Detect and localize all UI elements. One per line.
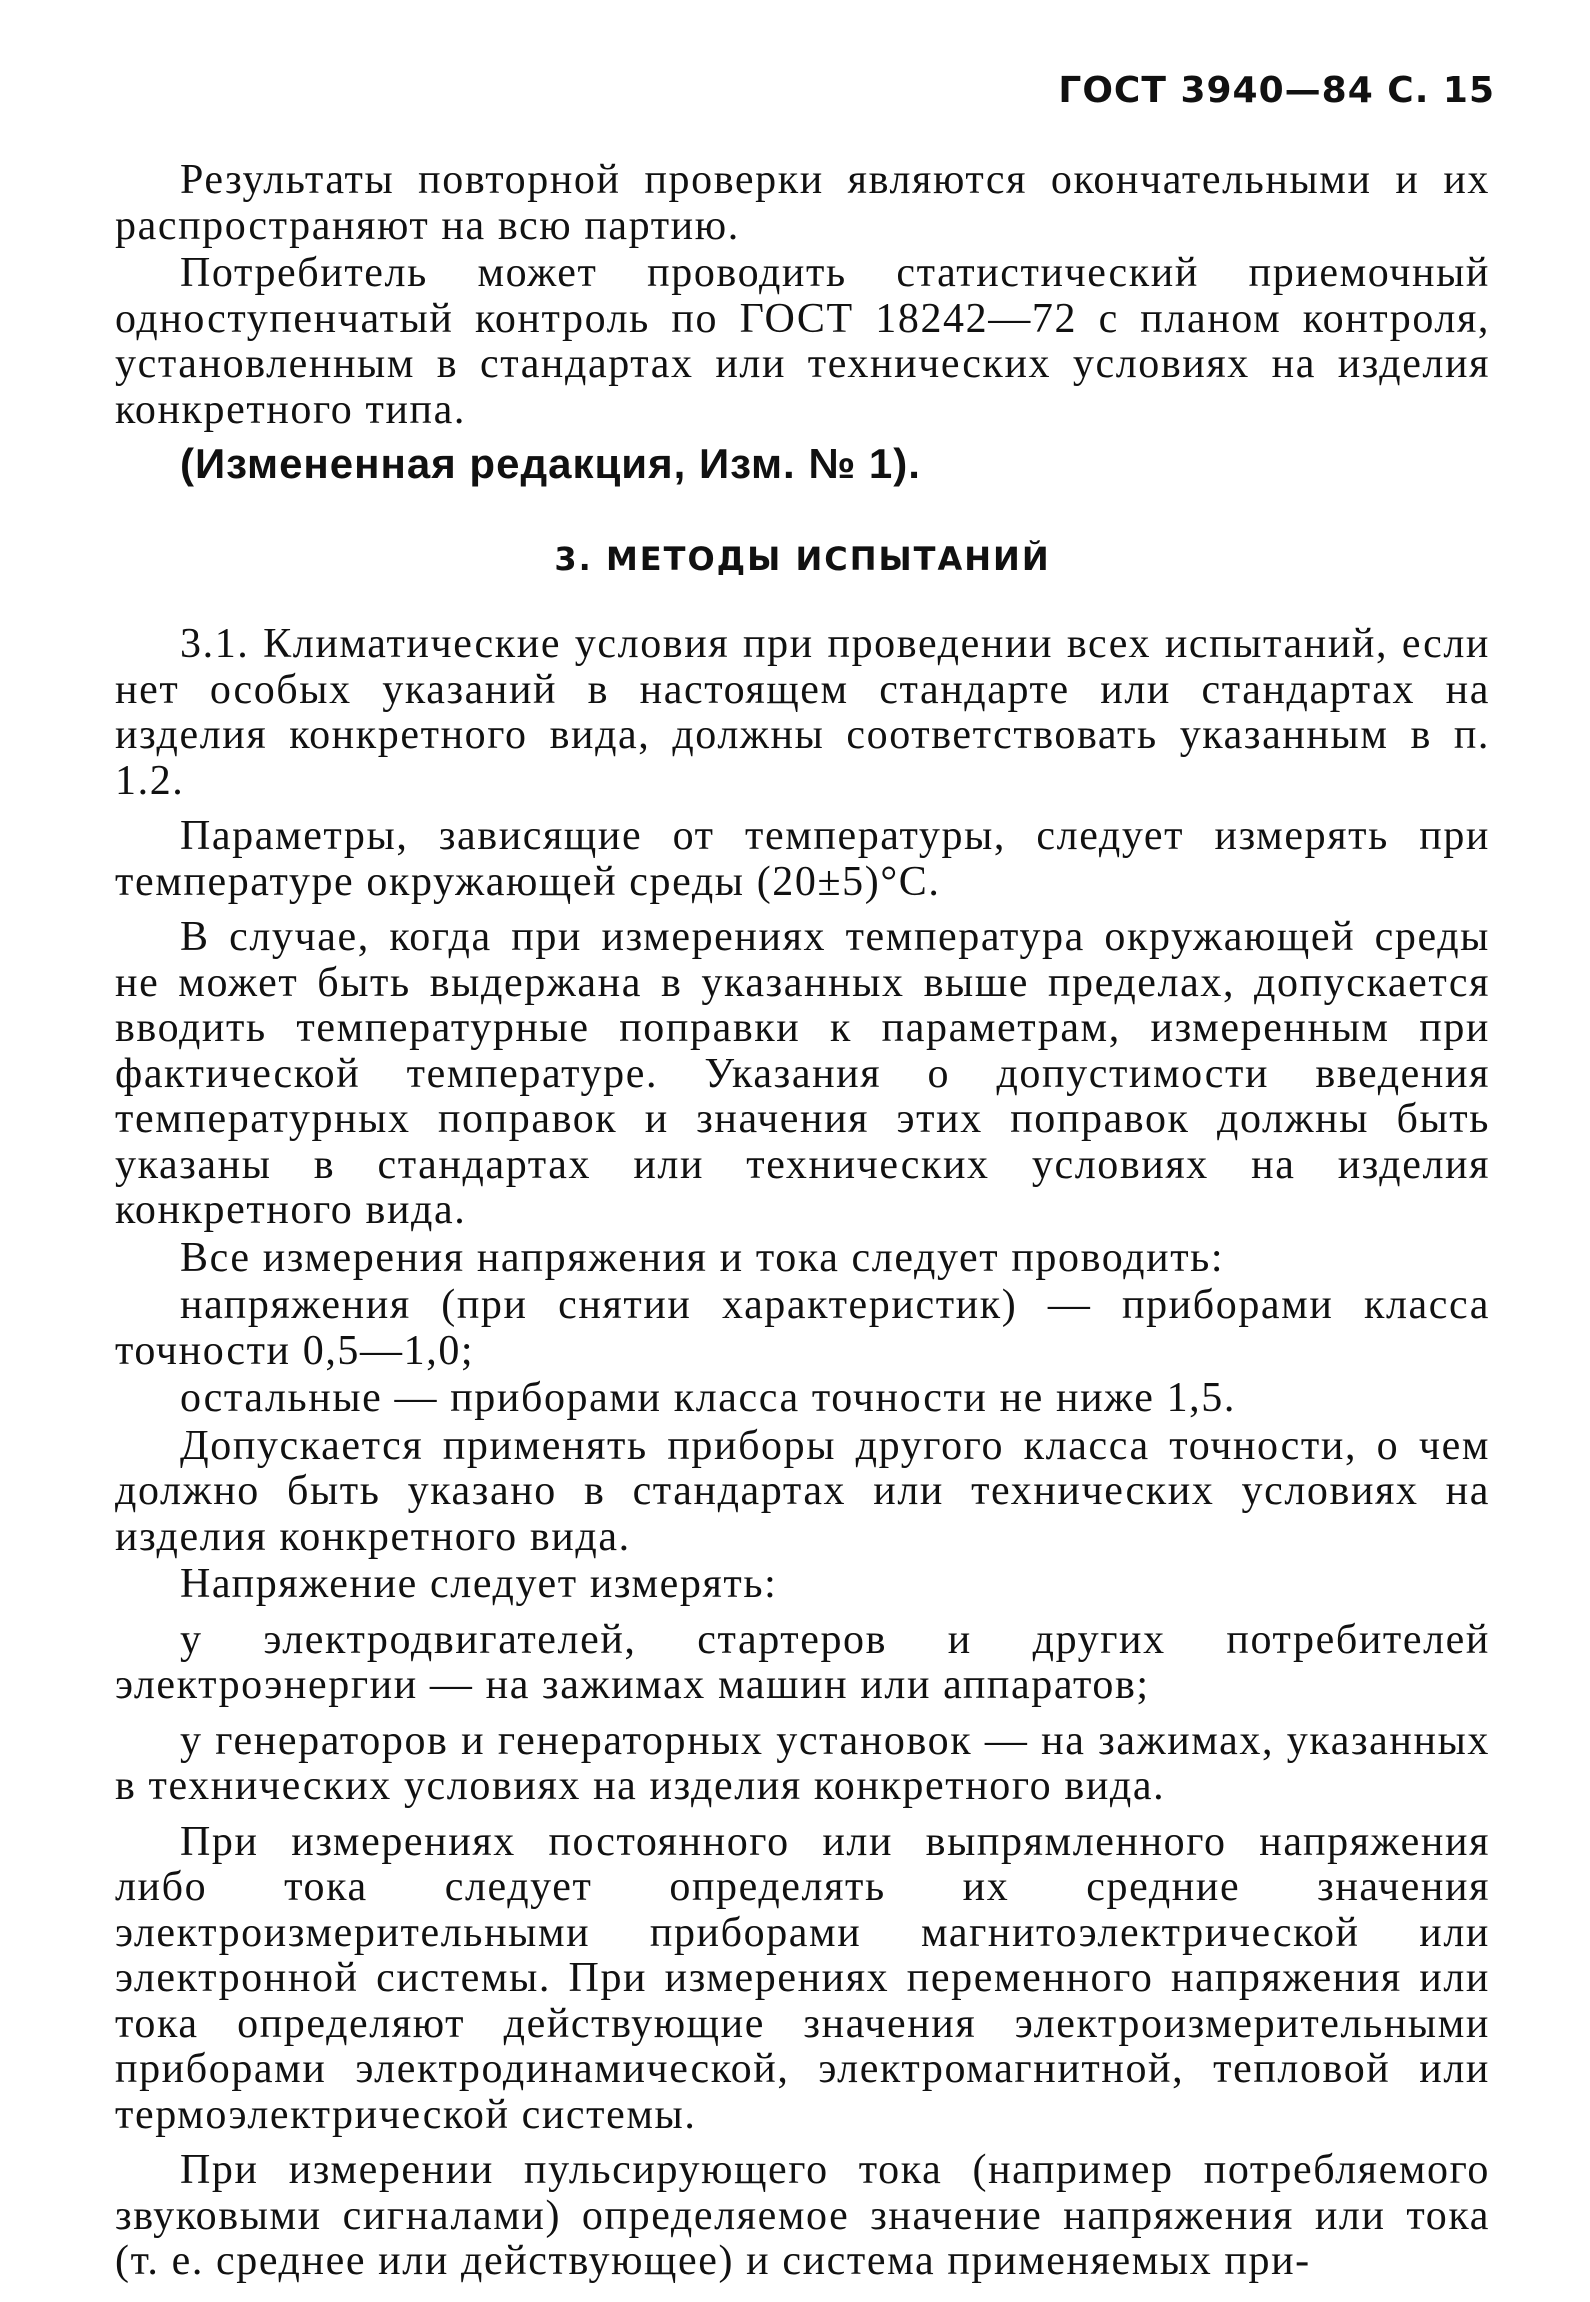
paragraph-other-accuracy: остальные — приборами класса точности не ниже 1,5.: [180, 1375, 1236, 1421]
paragraph-measurements-intro: Все измерения напряжения и тока следует проводить:: [180, 1234, 1225, 1281]
paragraph-pulsating-current: При измерении пульсирующего тока (например потребляемого звуковыми сигналами) определяемое значение напряжения или тока (т. е. среднее или действующее) и система применяемых при-: [115, 2147, 1490, 2284]
paragraph-motors: у электродвигателей, стартеров и других потребителей электроэнергии — на зажимах машин или аппаратов;: [115, 1616, 1490, 1708]
paragraph-generators: у генераторов и генераторных установок — на зажимах, указанных в технических условиях на изделия конкретного вида.: [115, 1717, 1490, 1809]
paragraph-temperature-corrections: В случае, когда при измерениях температура окружающей среды не может быть выдержана в указанных выше пределах, допускается вводить температурные поправки к параметрам, измеренным при фактической температуре. Указания о допустимости введения температурных поправок и значения этих поправок должны быть указаны в стандартах или технических условиях на изделия конкретного вида.: [115, 914, 1490, 1233]
paragraph-3-1: 3.1. Климатические условия при проведении всех испытаний, если нет особых указаний в настоящем стандарте или стандартах на изделия конкретного вида, должны соответствовать указанным в п. 1.2.: [115, 621, 1490, 804]
paragraph-voltage-accuracy: напряжения (при снятии характеристик) — приборами класса точности 0,5—1,0;: [115, 1282, 1490, 1374]
paragraph-temperature: Параметры, зависящие от температуры, следует измерять при температуре окружающей среды (20±5)°С.: [115, 813, 1490, 905]
paragraph-statistical-control: Потребитель может проводить статистический приемочный одноступенчатый контроль по ГОСТ 18242—72 с планом контроля, установленным в стандартах или технических условиях на изделия конкретного типа.: [115, 250, 1490, 433]
body-text: [115, 158, 1490, 2287]
paragraph-dc-ac-measurement: При измерениях постоянного или выпрямленного напряжения либо тока следует определять их средние значения электроизмерительными приборами магнитоэлектрической или электронной системы. При измерениях переменного напряжения или тока определяют действующие значения электроизмерительными приборами электродинамической, электромагнитной, тепловой или термоэлектрической системы.: [115, 1818, 1490, 2138]
running-header: ГОСТ 3940—84 С. 15: [1058, 70, 1495, 111]
section-heading: 3. МЕТОДЫ ИСПЫТАНИЙ: [554, 539, 1051, 578]
paragraph-other-class: Допускается применять приборы другого класса точности, о чем должно быть указано в стандартах или технических условиях на изделия конкретного вида.: [115, 1422, 1490, 1560]
amendment-note: (Измененная редакция, Изм. № 1).: [180, 440, 921, 487]
paragraph-retest-results: Результаты повторной проверки являются окончательными и их распространяют на всю партию.: [115, 157, 1490, 249]
paragraph-voltage-measure-intro: Напряжение следует измерять:: [180, 1561, 778, 1607]
